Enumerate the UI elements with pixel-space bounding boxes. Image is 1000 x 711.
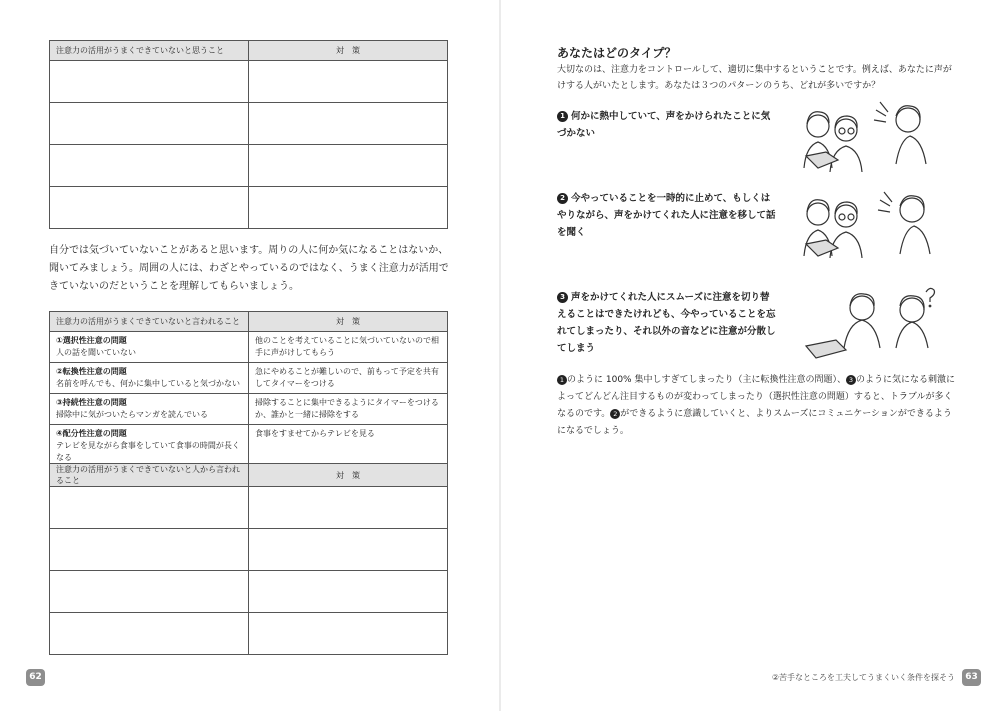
blank-cell — [249, 187, 448, 229]
page-number-right: 63 — [962, 669, 981, 686]
summary-text-2: のように気になる刺激によってどんどん注目するものが変わってしまったり（選択性注意の問題）すると、トラブルが多くなるのです。 — [557, 375, 955, 419]
page-number-left: 62 — [26, 669, 45, 686]
illustration-switching-attention — [796, 184, 946, 268]
table-row — [50, 487, 448, 529]
problem-detail: テレビを見ながら食事をしていて食事の時間が長くなる — [56, 441, 240, 462]
others-feedback-table — [49, 463, 448, 655]
table-row — [50, 529, 448, 571]
blank-cell — [249, 571, 448, 613]
measure-cell: 掃除することに集中できるようにタイマーをつけるか、誰かと一緒に掃除をする — [249, 394, 448, 425]
table-row — [50, 571, 448, 613]
number-badge: 1 — [557, 375, 567, 385]
problem-detail: 人の話を聞いていない — [56, 348, 136, 357]
body-paragraph: 自分では気づいていないことがあると思います。周りの人に何か気になることはないか、聞いてみましょう。周囲の人には、わざとやっているのではなく、うまく注意力が活用できていないのだということを理解してもらいましょう。 — [49, 245, 449, 292]
example-table — [49, 311, 448, 468]
table2-header-problems: 注意力の活用がうまくできていないと言われること — [50, 312, 249, 332]
blank-cell — [249, 145, 448, 187]
table-row — [50, 145, 448, 187]
measure-cell: 食事をすませてからテレビを見る — [249, 425, 448, 468]
table-row — [50, 332, 448, 363]
number-badge: 1 — [557, 111, 568, 122]
pattern-text: 何かに熱中していて、声をかけられたことに気づかない — [557, 111, 771, 139]
problem-title: ①選択性注意の問題 — [56, 336, 127, 345]
problem-cell — [50, 394, 249, 425]
summary-paragraph — [557, 372, 957, 440]
table-row — [50, 363, 448, 394]
pattern-text: 今やっていることを一時的に止めて、もしくはやりながら、声をかけてくれた人に注意を移して話を聞く — [557, 193, 776, 238]
problem-title: ④配分性注意の問題 — [56, 429, 127, 438]
self-assessment-table — [49, 40, 448, 229]
problem-detail: 掃除中に気がついたらマンガを読んでいる — [56, 410, 208, 419]
table-row — [50, 103, 448, 145]
blank-cell — [249, 487, 448, 529]
problem-cell — [50, 332, 249, 363]
illustration-distracted — [796, 284, 956, 364]
summary-text-3: ができるように意識していくと、よりスムーズにコミュニケーションができるようになるでしょう。 — [557, 409, 952, 436]
blank-cell — [50, 613, 249, 655]
table1-header-problems: 注意力の活用がうまくできていないと思うこと — [50, 41, 249, 61]
problem-cell — [50, 363, 249, 394]
section-heading: あなたはどのタイプ？ — [557, 46, 677, 60]
pattern-3 — [557, 289, 777, 357]
problem-cell — [50, 425, 249, 468]
table2-header-measures: 対 策 — [249, 312, 448, 332]
pattern-1 — [557, 108, 777, 142]
blank-cell — [249, 613, 448, 655]
table-row — [50, 425, 448, 468]
blank-cell — [249, 103, 448, 145]
number-badge: 2 — [610, 409, 620, 419]
problem-detail: 名前を呼んでも、何かに集中していると気づかない — [56, 379, 240, 388]
measure-cell: 急にやめることが難しいので、前もって予定を共有してタイマーをつける — [249, 363, 448, 394]
problem-title: ②転換性注意の問題 — [56, 367, 127, 376]
blank-cell — [249, 529, 448, 571]
summary-text-1: のように 100% 集中しすぎてしまったり（主に転換性注意の問題）、 — [567, 375, 846, 385]
table-row — [50, 613, 448, 655]
table1-header-measures: 対 策 — [249, 41, 448, 61]
pattern-2 — [557, 190, 777, 241]
number-badge: 3 — [846, 375, 856, 385]
problem-title: ③持続性注意の問題 — [56, 398, 127, 407]
blank-cell — [50, 571, 249, 613]
blank-cell — [50, 145, 249, 187]
table3-header-problems: 注意力の活用がうまくできていないと人から言われること — [50, 464, 249, 487]
measure-cell: 他のことを考えていることに気づいていないので相手に声がけしてもらう — [249, 332, 448, 363]
pattern-text: 声をかけてくれた人にスムーズに注意を切り替えることはできたけれども、今やっていることを忘れてしまったり、それ以外の音などに注意が分散してしまう — [557, 292, 776, 354]
blank-cell — [249, 61, 448, 103]
number-badge: 3 — [557, 292, 568, 303]
blank-cell — [50, 61, 249, 103]
right-page — [500, 0, 1000, 711]
table-row — [50, 394, 448, 425]
table-row — [50, 61, 448, 103]
blank-cell — [50, 487, 249, 529]
table3-header-measures: 対 策 — [249, 464, 448, 487]
intro-paragraph: 大切なのは、注意力をコントロールして、適切に集中するということです。例えば、あなたに声がけする人がいたとします。あなたは３つのパターンのうち、どれが多いですか？ — [557, 65, 952, 91]
table-row — [50, 187, 448, 229]
blank-cell — [50, 103, 249, 145]
blank-cell — [50, 529, 249, 571]
illustration-absorbed-reading — [796, 98, 946, 182]
blank-cell — [50, 187, 249, 229]
chapter-footer: ②苦手なところを工夫してうまくいく条件を探そう — [771, 673, 955, 682]
number-badge: 2 — [557, 193, 568, 204]
